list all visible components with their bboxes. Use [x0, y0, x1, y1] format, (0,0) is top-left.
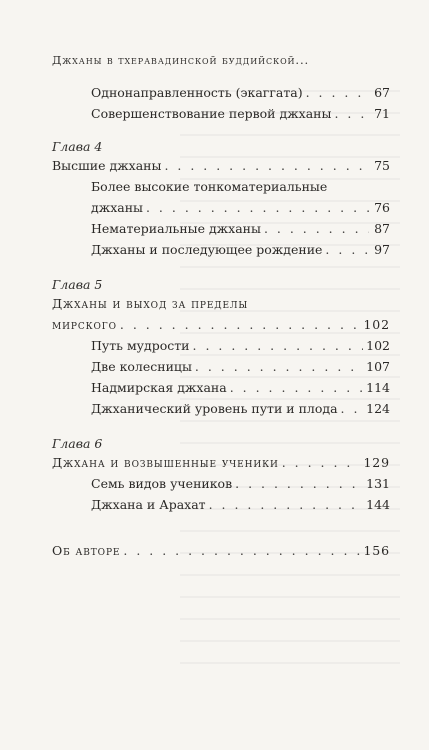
dot-leader	[334, 103, 369, 124]
toc-entry-page: 131	[366, 476, 390, 491]
toc-entry-page: 102	[366, 338, 390, 353]
dot-leader	[230, 377, 363, 398]
dot-leader	[193, 335, 364, 356]
toc-entry-page: 114	[366, 380, 390, 395]
dot-leader	[164, 155, 369, 176]
toc-entry-title: джханы	[91, 200, 143, 215]
running-header: Джханы в тхеравадинской буддийской...	[52, 53, 310, 67]
toc-entry-title: Надмирская джхана	[91, 380, 227, 395]
toc-entry-title: Две колесницы	[91, 359, 192, 374]
toc-entry-page: 71	[374, 106, 390, 121]
chapter-title-text: мирского	[52, 317, 117, 332]
toc-entry	[52, 494, 390, 515]
toc-entry	[52, 473, 390, 494]
chapter-title-text: Джхана и возвышенные ученики	[52, 455, 279, 470]
toc-entry	[52, 335, 390, 356]
table-of-contents	[52, 82, 390, 561]
chapter-title	[52, 155, 390, 176]
chapter-title	[52, 314, 390, 335]
toc-entry-title: Путь мудрости	[91, 338, 190, 353]
toc-entry-title: Совершенствование первой джханы	[91, 106, 332, 121]
about-author-page: 156	[363, 543, 390, 558]
dot-leader	[264, 218, 369, 239]
toc-entry-title: Семь видов учеников	[91, 476, 233, 491]
dot-leader	[235, 473, 363, 494]
toc-entry-title: Однонаправленность (экаггата)	[91, 85, 303, 100]
chapter-page: 75	[374, 158, 390, 173]
chapter-title-line: Джханы и выход за пределы	[52, 296, 249, 311]
toc-entry	[52, 239, 390, 260]
toc-entry-title-line: Более высокие тонкоматериальные	[91, 179, 328, 194]
toc-entry-page: 124	[366, 401, 390, 416]
chapter-page: 129	[363, 455, 390, 470]
about-author-entry	[52, 540, 390, 561]
dot-leader	[282, 452, 361, 473]
toc-entry-page: 87	[374, 221, 390, 236]
toc-entry-page: 107	[366, 359, 390, 374]
toc-entry	[52, 197, 390, 218]
chapter-title-text: Высшие джханы	[52, 158, 162, 173]
toc-entry	[52, 356, 390, 377]
toc-entry-title: Джхана и Арахат	[91, 497, 206, 512]
toc-entry	[52, 377, 390, 398]
dot-leader	[123, 540, 360, 561]
dot-leader	[195, 356, 363, 377]
toc-entry	[52, 218, 390, 239]
toc-entry-page: 144	[366, 497, 390, 512]
chapter-page: 102	[363, 317, 390, 332]
chapter-label: Глава 5	[52, 277, 103, 292]
toc-entry	[52, 82, 390, 103]
dot-leader	[146, 197, 369, 218]
dot-leader	[325, 239, 369, 260]
toc-entry	[52, 398, 390, 419]
toc-entry-title: Джханический уровень пути и плода	[91, 401, 338, 416]
about-author-title: Об авторе	[52, 543, 121, 558]
dot-leader	[306, 82, 369, 103]
chapter-label: Глава 6	[52, 436, 103, 451]
chapter-label: Глава 4	[52, 139, 103, 154]
toc-entry-page: 97	[374, 242, 390, 257]
toc-entry-title: Джханы и последующее рождение	[91, 242, 323, 257]
toc-entry-page: 76	[374, 200, 390, 215]
toc-entry-page: 67	[374, 85, 390, 100]
chapter-title	[52, 452, 390, 473]
dot-leader	[341, 398, 364, 419]
dot-leader	[209, 494, 364, 515]
dot-leader	[120, 314, 361, 335]
toc-entry-title: Нематериальные джханы	[91, 221, 261, 236]
toc-entry	[52, 103, 390, 124]
